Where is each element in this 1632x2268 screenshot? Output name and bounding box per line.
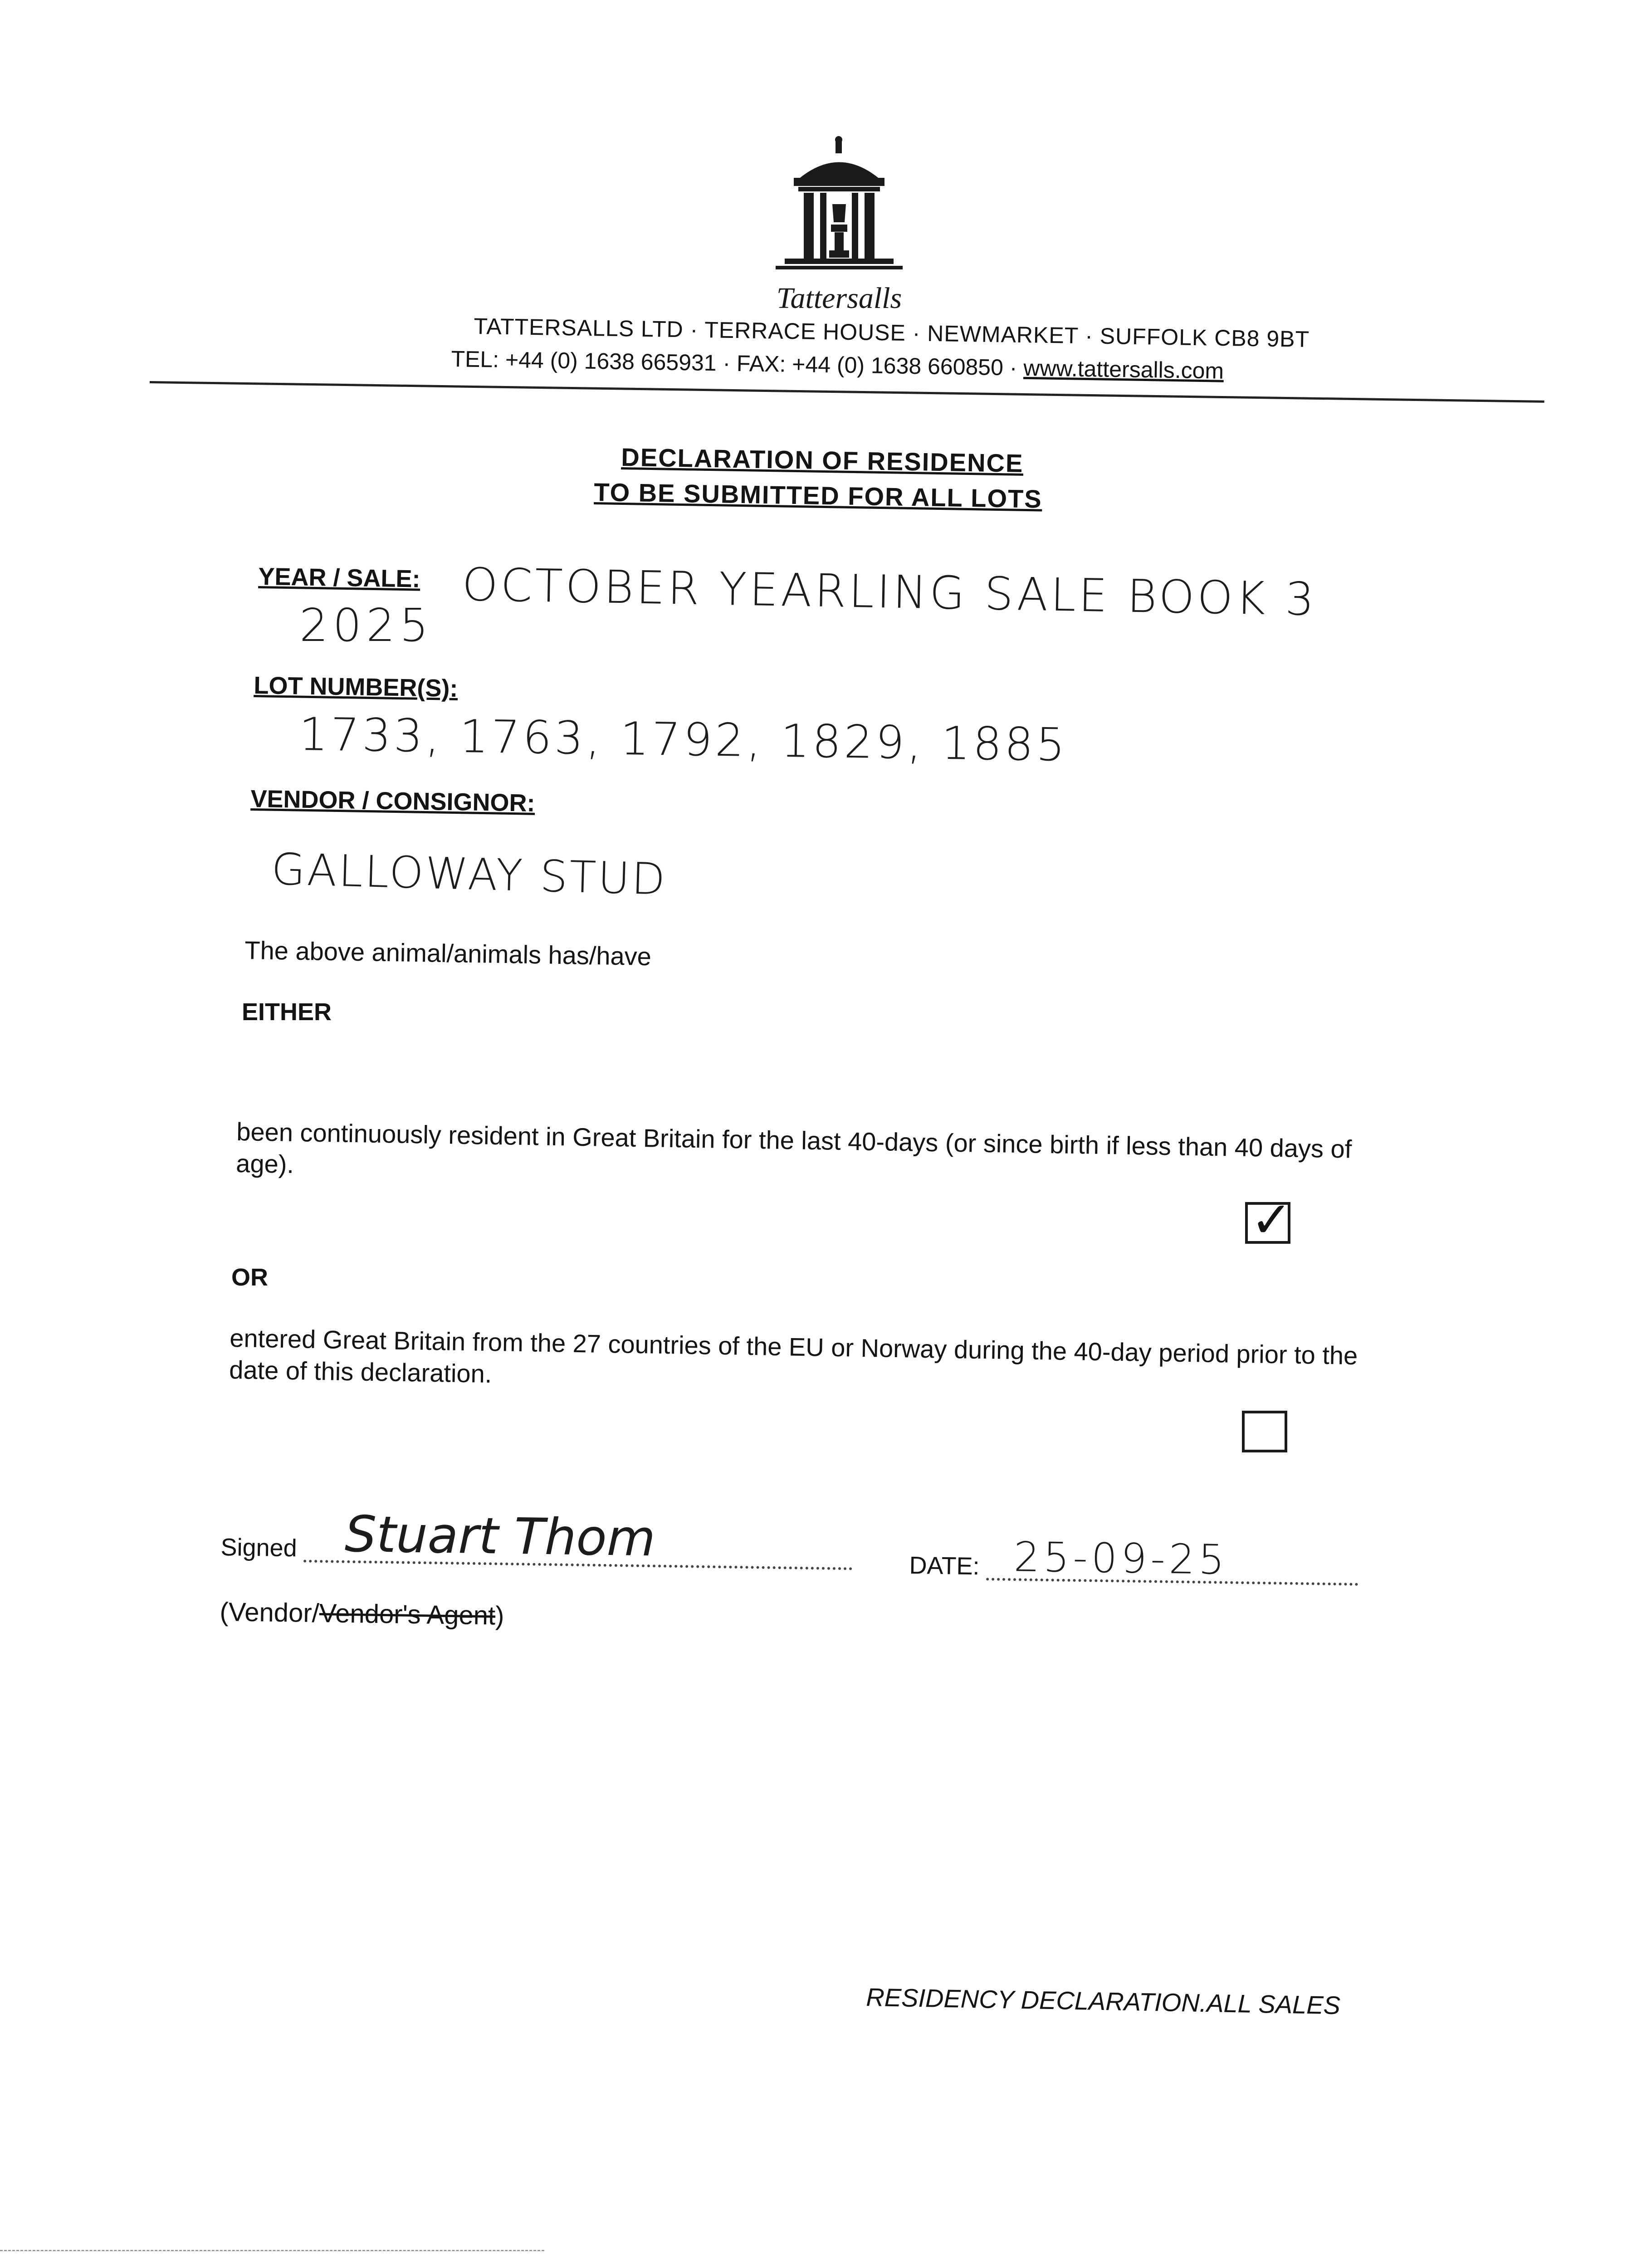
lot-numbers-label: LOT NUMBER(S): <box>254 671 458 703</box>
form-subtitle: TO BE SUBMITTED FOR ALL LOTS <box>593 477 1043 513</box>
year-sale-value[interactable]: OCTOBER YEARLING SALE BOOK 3 <box>461 558 1317 626</box>
option2-text: entered Great Britain from the 27 countries of the EU or Norway during the 40-day period prior to the date of this declaration. <box>229 1323 1358 1388</box>
website-link[interactable]: www.tattersalls.com <box>1023 355 1224 384</box>
checkmark-icon: ✓ <box>1251 1192 1293 1248</box>
date-line <box>909 1533 1358 1586</box>
option1-text: been continuously resident in Great Britain for the last 40-days (or since birth if less than 40 days of age). <box>235 1117 1352 1178</box>
company-address: TATTERSALLS LTD · TERRACE HOUSE · NEWMARKET · SUFFOLK CB8 9BT <box>474 313 1310 352</box>
signer-role <box>220 1597 504 1631</box>
intro-text: The above animal/animals has/have <box>244 935 652 971</box>
option1-checkbox[interactable] <box>1245 1192 1293 1248</box>
date-field[interactable] <box>986 1533 1358 1585</box>
role-vendor: (Vendor/ <box>220 1597 320 1628</box>
footer-reference: RESIDENCY DECLARATION.ALL SALES <box>865 1983 1341 2020</box>
date-value: 25-09-25 <box>1013 1533 1229 1584</box>
brand-name: Tattersalls <box>776 282 902 315</box>
vendor-value[interactable]: GALLOWAY STUD <box>271 844 668 905</box>
or-label: OR <box>231 1264 268 1291</box>
signed-label: Signed <box>220 1534 298 1562</box>
role-close: ) <box>495 1601 504 1631</box>
contact-line <box>451 346 1224 384</box>
contact-numbers: TEL: +44 (0) 1638 665931 · FAX: +44 (0) 1638 660850 · <box>451 346 1024 381</box>
either-label: EITHER <box>242 998 332 1026</box>
year-sale-label: YEAR / SALE: <box>258 562 420 593</box>
vendor-label: VENDOR / CONSIGNOR: <box>250 785 535 817</box>
signature-field[interactable] <box>303 1505 853 1570</box>
signed-line <box>220 1505 853 1570</box>
lot-numbers-value[interactable]: 1733, 1763, 1792, 1829, 1885 <box>298 708 1068 772</box>
role-agent-struck: Vendor's Agent <box>319 1598 496 1631</box>
option2-checkbox[interactable] <box>1242 1411 1287 1452</box>
year-value[interactable]: 2025 <box>299 599 433 652</box>
date-label: DATE: <box>909 1552 980 1580</box>
tattersalls-logo <box>767 136 912 286</box>
scan-edge-line <box>0 2250 544 2253</box>
header-divider <box>150 381 1544 403</box>
form-title: DECLARATION OF RESIDENCE <box>621 442 1024 478</box>
signature-text: Stuart Thom <box>344 1505 656 1568</box>
